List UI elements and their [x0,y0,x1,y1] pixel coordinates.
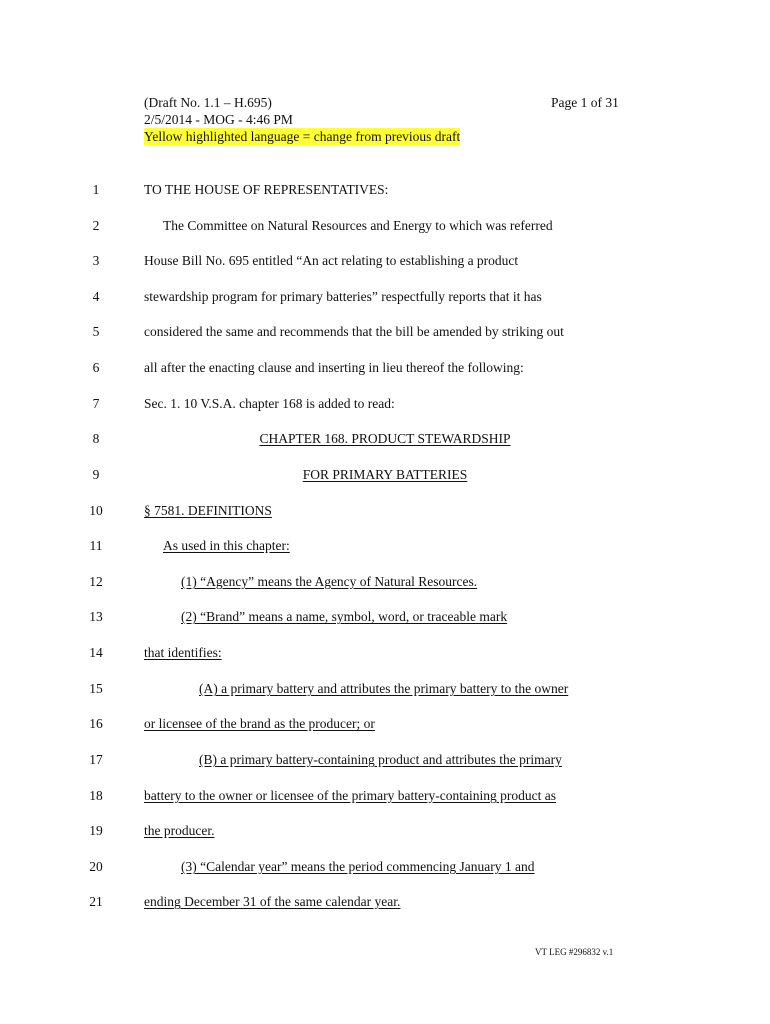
line-number: 20 [89,859,103,874]
line-number: 5 [92,324,100,339]
body-line: As used in this chapter: [163,538,290,553]
body-line: considered the same and recommends that the bill be amended by striking out [144,324,564,339]
line-number: 7 [92,396,100,411]
line-number: 2 [92,218,100,233]
line-number: 13 [89,609,103,624]
line-number: 6 [92,360,100,375]
definition-item: (2) “Brand” means a name, symbol, word, or traceable mark [181,609,508,624]
line-number: 10 [89,503,103,518]
body-line: the producer. [144,823,215,838]
line-number: 16 [89,716,103,731]
draft-date: 2/5/2014 - MOG - 4:46 PM [144,112,293,127]
page-number: Page 1 of 31 [551,95,619,110]
line-number: 18 [89,788,103,803]
body-line: House Bill No. 695 entitled “An act relating to establishing a product [144,253,519,268]
body-line: battery to the owner or licensee of the primary battery-containing product as [144,788,556,803]
chapter-subtitle: FOR PRIMARY BATTERIES [302,467,468,482]
body-line: or licensee of the brand as the producer; or [144,716,375,731]
line-number: 15 [89,681,103,696]
line-number: 9 [92,467,100,482]
salutation: TO THE HOUSE OF REPRESENTATIVES: [144,182,389,197]
definition-item: (1) “Agency” means the Agency of Natural Resources. [181,574,478,589]
line-number: 17 [89,752,103,767]
body-line: that identifies: [144,645,222,660]
body-line: stewardship program for primary batteries” respectfully reports that it has [144,289,542,304]
line-number: 4 [92,289,100,304]
chapter-title: CHAPTER 168. PRODUCT STEWARDSHIP [259,431,511,446]
line-number: 3 [92,253,100,268]
subdefinition-item: (A) a primary battery and attributes the primary battery to the owner [199,681,569,696]
body-line: ending December 31 of the same calendar year. [144,894,401,909]
section-heading: § 7581. DEFINITIONS [144,503,272,518]
line-number: 19 [89,823,103,838]
body-line: The Committee on Natural Resources and Energy to which was referred [163,218,553,233]
line-number: 11 [89,538,103,553]
chapter-heading [144,431,626,447]
line-number: 21 [89,894,103,909]
body-line: all after the enacting clause and inserting in lieu thereof the following: [144,360,524,375]
line-number: 1 [92,182,100,197]
chapter-subheading [144,467,626,483]
highlight-note: Yellow highlighted language = change from previous draft [144,129,461,144]
line-number: 14 [89,645,103,660]
line-number: 12 [89,574,103,589]
definition-item: (3) “Calendar year” means the period commencing January 1 and [181,859,535,874]
body-line: Sec. 1. 10 V.S.A. chapter 168 is added to read: [144,396,395,411]
document-id: VT LEG #296832 v.1 [535,947,614,957]
line-number: 8 [92,431,100,446]
subdefinition-item: (B) a primary battery-containing product and attributes the primary [199,752,562,767]
draft-number: (Draft No. 1.1 – H.695) [144,95,272,110]
